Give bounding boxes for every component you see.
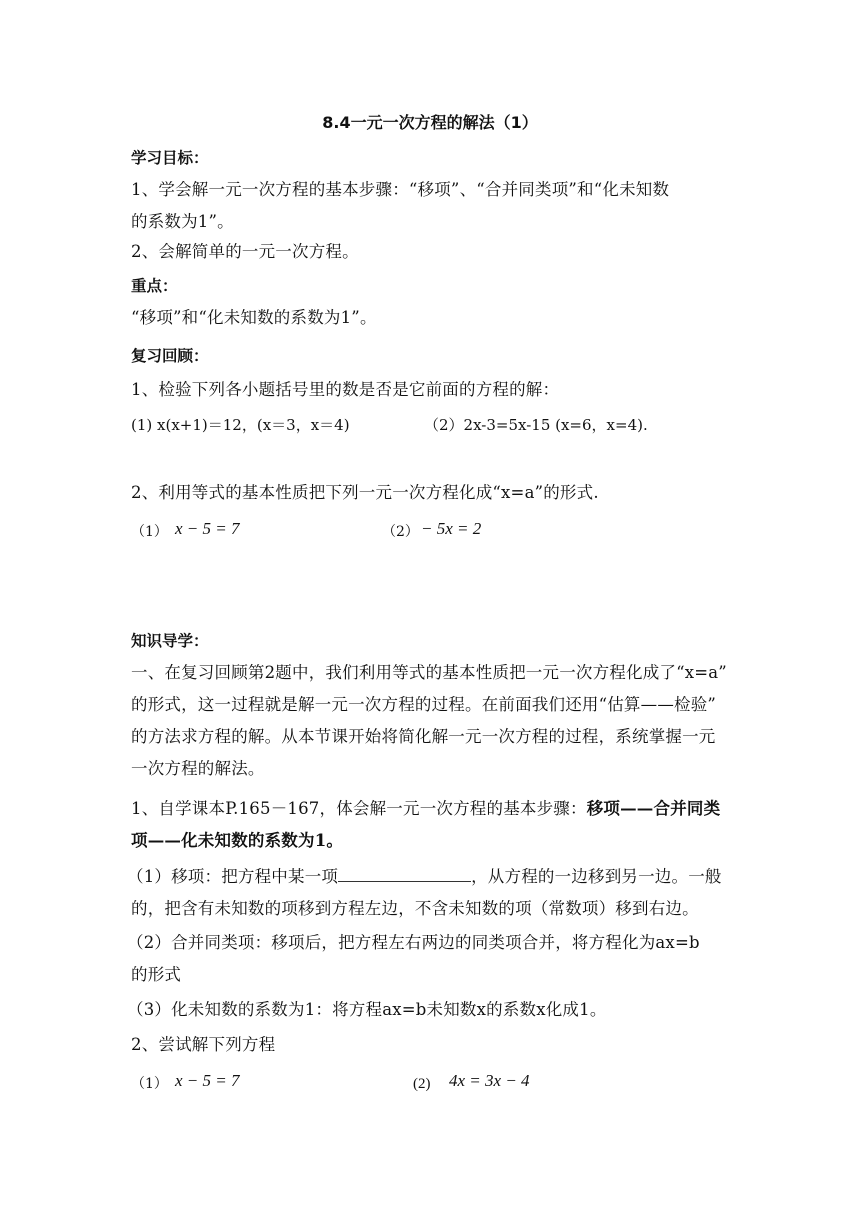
guide-step-overview-line1 [131,799,720,819]
key-point-heading: 重点： [131,277,178,295]
guide-step1-line1 [127,867,722,887]
fill-in-blank[interactable] [338,867,471,882]
guide-step2-line1: （2）合并同类项：移项后，把方程左右两边的同类项合并，将方程化为ax=b [127,933,700,952]
page-title: 8.4一元一次方程的解法（1） [322,113,538,132]
review-q2: 2、利用等式的基本性质把下列一元一次方程化成“x=a”的形式. [131,483,599,502]
guide-intro-line3: 的方法求方程的解。从本节课开始将简化解一元一次方程的过程，系统掌握一元 [131,727,716,746]
goals-heading: 学习目标： [131,149,209,167]
guide-step1-line2: 的，把含有未知数的项移到方程左边，不含未知数的项（常数项）移到右边。 [131,899,699,918]
guide-step1-text-post: ，从方程的一边移到另一边。一般 [471,867,722,886]
guide-intro-line2: 的形式，这一过程就是解一元一次方程的过程。在前面我们还用“估算——检验” [131,695,717,714]
key-point-text: “移项”和“化未知数的系数为1”。 [131,308,377,327]
exercise-b-label: (2) [413,1076,431,1092]
guide-step-overview-bold: 移项——合并同类 [586,799,721,818]
exercise-a-equation: x − 5 = 7 [175,1071,240,1090]
review-q1: 1、检验下列各小题括号里的数是否是它前面的方程的解： [131,380,560,399]
goals-item2: 2、会解简单的一元一次方程。 [131,242,359,261]
review-q2-b-equation: − 5x = 2 [421,519,482,538]
guide-step-overview-line2 [131,831,343,851]
goals-item1-line2: 的系数为1”。 [131,212,234,231]
review-q2-b-label: （2） [382,524,419,540]
review-q2-a-equation: x − 5 = 7 [175,519,240,538]
guide-step1-text-pre: （1）移项：把方程中某一项 [127,867,339,886]
guide-exercise-heading: 2、尝试解下列方程 [131,1035,276,1054]
exercise-a-label: （1） [131,1076,168,1092]
guide-intro-line4: 一次方程的解法。 [131,759,265,778]
guide-intro-line1: 一、在复习回顾第2题中，我们利用等式的基本性质把一元一次方程化成了“x=a” [131,663,727,682]
guide-step3: （3）化未知数的系数为1：将方程ax=b未知数x的系数x化成1。 [127,1000,607,1019]
guide-heading: 知识导学： [131,632,209,650]
exercise-b-equation: 4x = 3x − 4 [449,1071,530,1090]
guide-step2-line2: 的形式 [131,965,182,984]
review-heading: 复习回顾： [131,347,209,365]
review-q1-a: (1) x(x+1)＝12，(x＝3，x＝4) [131,416,350,434]
goals-item1-line1: 1、学会解一元一次方程的基本步骤：“移项”、“合并同类项”和“化未知数 [131,180,670,199]
review-q1-b: （2）2x-3=5x-15 (x=6，x=4). [424,416,648,434]
guide-step-overview-bold-2: 项——化未知数的系数为1。 [131,831,344,850]
guide-step-overview-text: 1、自学课本P.165－167，体会解一元一次方程的基本步骤： [131,799,587,818]
review-q2-a-label: （1） [131,524,168,540]
